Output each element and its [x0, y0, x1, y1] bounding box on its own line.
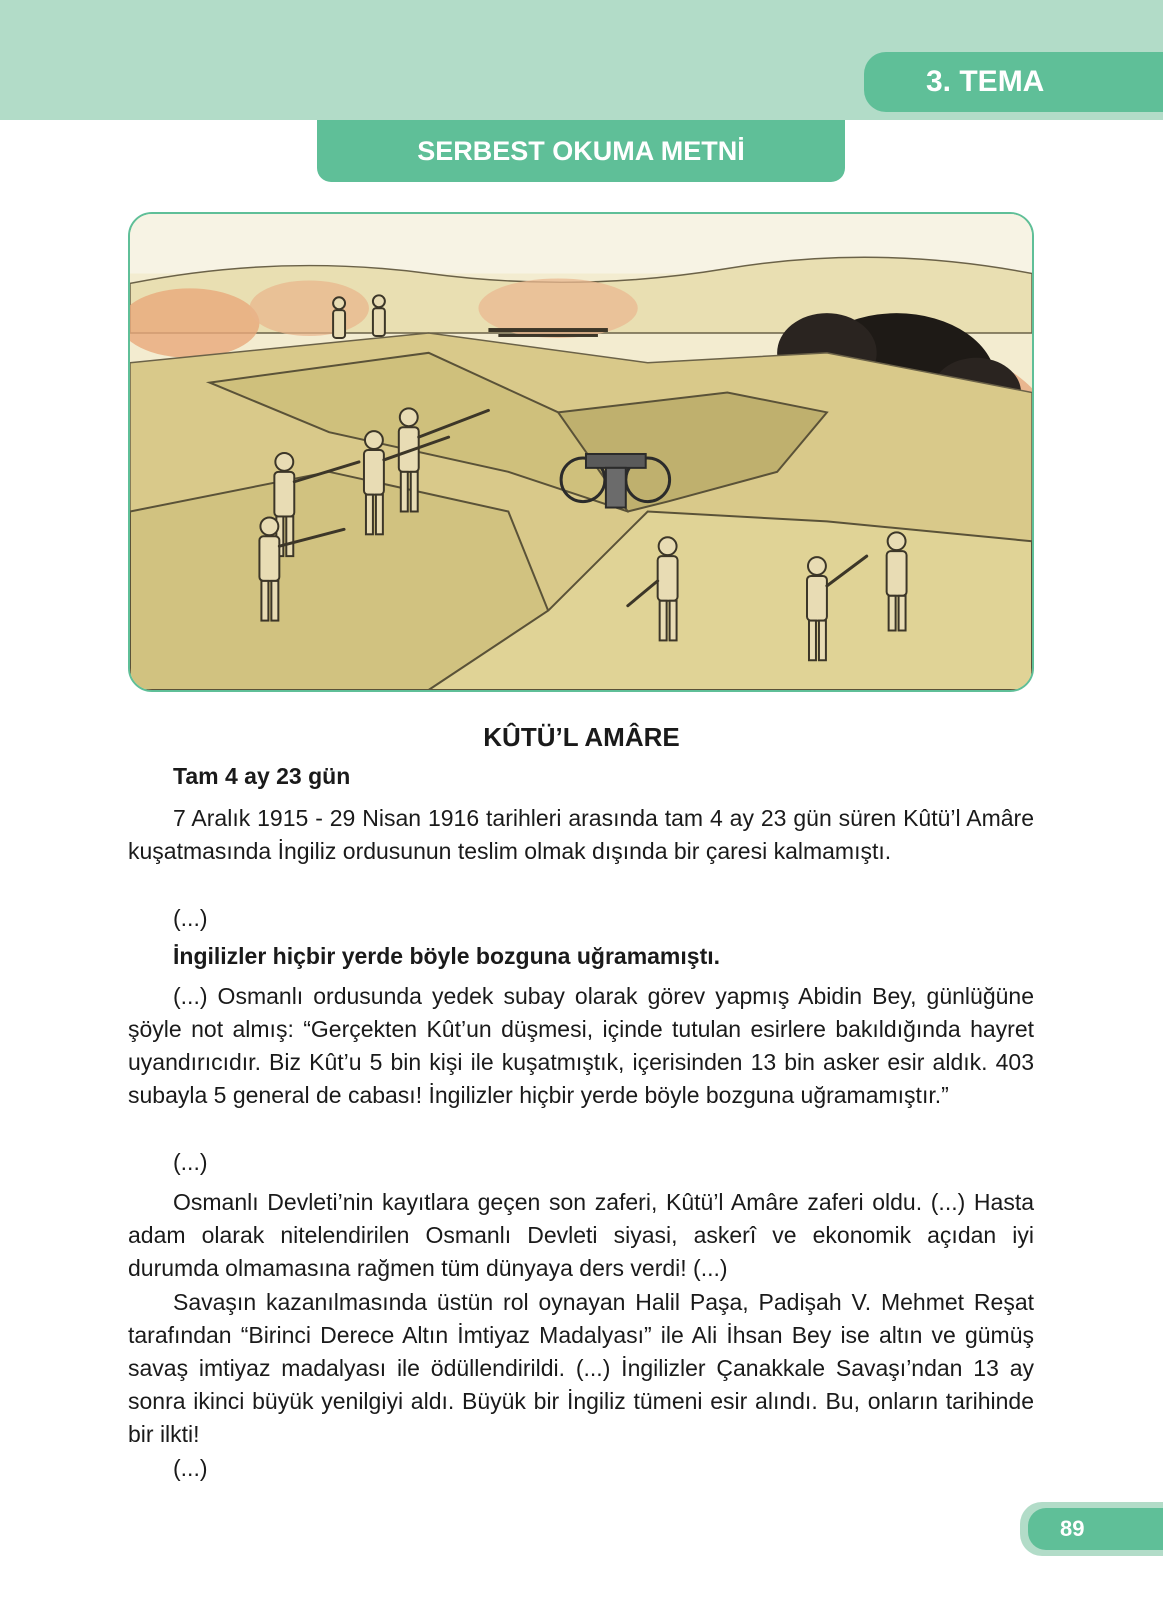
ellipsis-1: (...)	[173, 905, 208, 931]
paragraph-medals: Savaşın kazanılmasında üstün rol oynayan Halil Paşa, Padişah V. Mehmet Reşat tarafından “Birinci Derece Altın İmtiyaz Madalyası” ile Ali İhsan Bey ise altın ve gümüş savaş imtiyaz madalyası ile ödüllendirildi. (...) İngilizler Çanakkale Savaşı’ndan 13 ay sonra ikinci büyük yenilgiyi aldı. Büyük bir İngiliz tümeni esir alındı. Bu, onların tarihinde bir ilkti!	[128, 1289, 1034, 1447]
ellipsis-2: (...)	[173, 1149, 208, 1175]
tema-tab	[864, 52, 1163, 112]
page-number: 89	[1060, 1516, 1085, 1541]
ellipsis-3: (...)	[173, 1455, 208, 1481]
paragraph-siege: 7 Aralık 1915 - 29 Nisan 1916 tarihleri arasında tam 4 ay 23 gün süren Kûtü’l Amâre kuşatmasında İngiliz ordusunun teslim olmak dışında bir çaresi kalmamıştı.	[128, 805, 1034, 864]
article-title: KÛTÜ’L AMÂRE	[483, 722, 680, 752]
section-banner	[317, 120, 845, 182]
subheading-duration: Tam 4 ay 23 gün	[173, 763, 351, 789]
paragraph-diary: (...) Osmanlı ordusunda yedek subay olarak görev yapmış Abidin Bey, günlüğüne şöyle not almış: “Gerçekten Kût’un düşmesi, içinde tutulan esirlere bakıldığında hayret uyandırıcıdır. Biz Kût’u 5 bin kişi ile kuşatmıştık, içerisinden 13 bin asker esir aldık. 403 subayla 5 general de cabası! İngilizler hiçbir yerde böyle bozguna uğramamıştır.”	[128, 983, 1034, 1108]
tema-label: 3. TEMA	[926, 65, 1045, 98]
page-number-badge	[1028, 1508, 1163, 1550]
paragraph-victory: Osmanlı Devleti’nin kayıtlara geçen son zaferi, Kûtü’l Amâre zaferi oldu. (...) Hasta adam olarak nitelendirilen Osmanlı Devleti siyasi, askerî ve ekonomik açıdan iyi durumda olmamasına rağmen tüm dünyaya ders verdi! (...)	[128, 1189, 1034, 1281]
battle-scene-icon	[130, 214, 1032, 690]
battle-scene-illustration	[128, 212, 1034, 692]
section-label: SERBEST OKUMA METNİ	[417, 135, 745, 166]
subheading-defeat: İngilizler hiçbir yerde böyle bozguna uğramamıştı.	[173, 943, 721, 969]
